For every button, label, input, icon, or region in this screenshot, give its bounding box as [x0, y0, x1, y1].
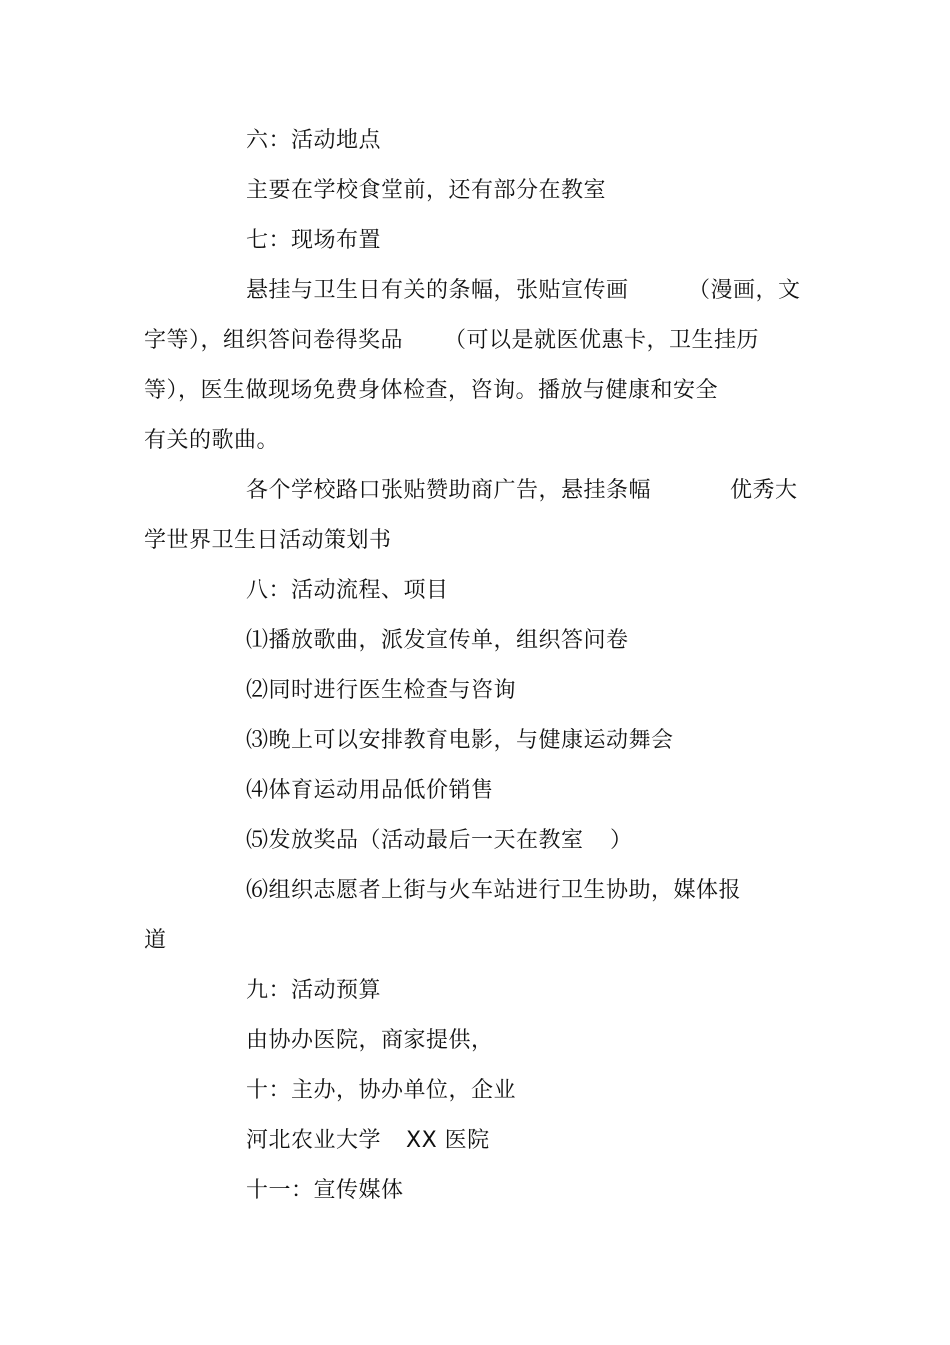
- section-7-paragraph-1-line-1b: （漫画，文: [688, 278, 801, 303]
- section-10-body-hospital: XX 医院: [406, 1128, 490, 1153]
- section-8-item-2: ⑵同时进行医生检查与咨询: [246, 678, 517, 703]
- section-7-paragraph-1-line-4: 有关的歌曲。: [144, 428, 280, 453]
- section-6-heading: 六：活动地点: [246, 128, 382, 153]
- section-9-body: 由协办医院，商家提供，: [246, 1028, 494, 1053]
- section-11-heading: 十一：宣传媒体: [246, 1178, 404, 1203]
- section-7-heading: 七：现场布置: [246, 228, 382, 253]
- section-7-paragraph-1-line-1a: 悬挂与卫生日有关的条幅，张贴宣传画: [246, 278, 629, 303]
- section-8-item-1: ⑴播放歌曲，派发宣传单，组织答问卷: [246, 628, 629, 653]
- section-7-paragraph-1-line-2a: 字等），组织答问卷得奖品: [144, 328, 404, 353]
- section-9-heading: 九：活动预算: [246, 978, 382, 1003]
- section-7-paragraph-2-line-1a: 各个学校路口张贴赞助商广告，悬挂条幅: [246, 478, 652, 503]
- section-8-item-6-line-2: 道: [144, 928, 167, 953]
- section-7-paragraph-2-line-1b: 优秀大: [730, 478, 798, 503]
- section-8-item-3: ⑶晚上可以安排教育电影，与健康运动舞会: [246, 728, 674, 753]
- section-10-body-university: 河北农业大学: [246, 1128, 382, 1153]
- section-7-paragraph-1-line-2b: （可以是就医优惠卡，卫生挂历: [444, 328, 760, 353]
- section-6-body: 主要在学校食堂前，还有部分在教室: [246, 178, 607, 203]
- section-8-item-5a: ⑸发放奖品（活动最后一天在教室: [246, 828, 584, 853]
- section-7-paragraph-2-line-2: 学世界卫生日活动策划书: [144, 528, 392, 553]
- section-8-item-5b: ）: [610, 828, 633, 853]
- section-8-item-6-line-1: ⑹组织志愿者上街与火车站进行卫生协助，媒体报: [246, 878, 742, 903]
- section-7-paragraph-1-line-3: 等），医生做现场免费身体检查，咨询。播放与健康和安全: [144, 378, 719, 403]
- section-8-heading: 八：活动流程、项目: [246, 578, 449, 603]
- section-10-heading: 十：主办，协办单位，企业: [246, 1078, 517, 1103]
- section-8-item-4: ⑷体育运动用品低价销售: [246, 778, 494, 803]
